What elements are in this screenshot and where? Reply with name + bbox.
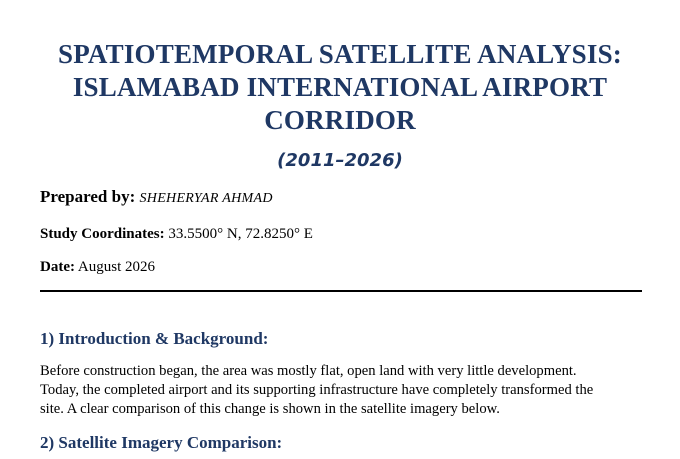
title-line-3: CORRIDOR bbox=[264, 105, 416, 135]
paragraph-line: Before construction began, the area was mostly flat, open land with very little development. bbox=[40, 363, 577, 379]
prepared-by-line bbox=[40, 187, 273, 207]
date-range-subtitle: (2011–2026) bbox=[277, 150, 403, 171]
horizontal-divider bbox=[40, 290, 642, 292]
introduction-paragraph bbox=[40, 362, 645, 419]
date-line bbox=[40, 259, 155, 276]
prepared-by-label: Prepared by: bbox=[40, 187, 136, 206]
date-label: Date: bbox=[40, 259, 75, 275]
study-coordinates-line bbox=[40, 226, 313, 243]
title-line-2: ISLAMABAD INTERNATIONAL AIRPORT bbox=[72, 72, 608, 102]
date-value: August 2026 bbox=[77, 259, 156, 275]
study-coordinates-value: 33.5500° N, 72.8250° E bbox=[168, 226, 313, 242]
section-heading-introduction: 1) Introduction & Background: bbox=[40, 329, 269, 348]
paragraph-line: Today, the completed airport and its supporting infrastructure have completely transformed the bbox=[40, 382, 594, 398]
study-coordinates-label: Study Coordinates: bbox=[40, 226, 165, 242]
section-heading-satellite-imagery: 2) Satellite Imagery Comparison: bbox=[40, 433, 283, 452]
title-line-1: SPATIOTEMPORAL SATELLITE ANALYSIS: bbox=[58, 39, 622, 69]
document-title bbox=[20, 38, 660, 137]
paragraph-line: site. A clear comparison of this change is shown in the satellite imagery below. bbox=[40, 401, 500, 417]
prepared-by-value: SHEHERYAR AHMAD bbox=[139, 191, 273, 206]
